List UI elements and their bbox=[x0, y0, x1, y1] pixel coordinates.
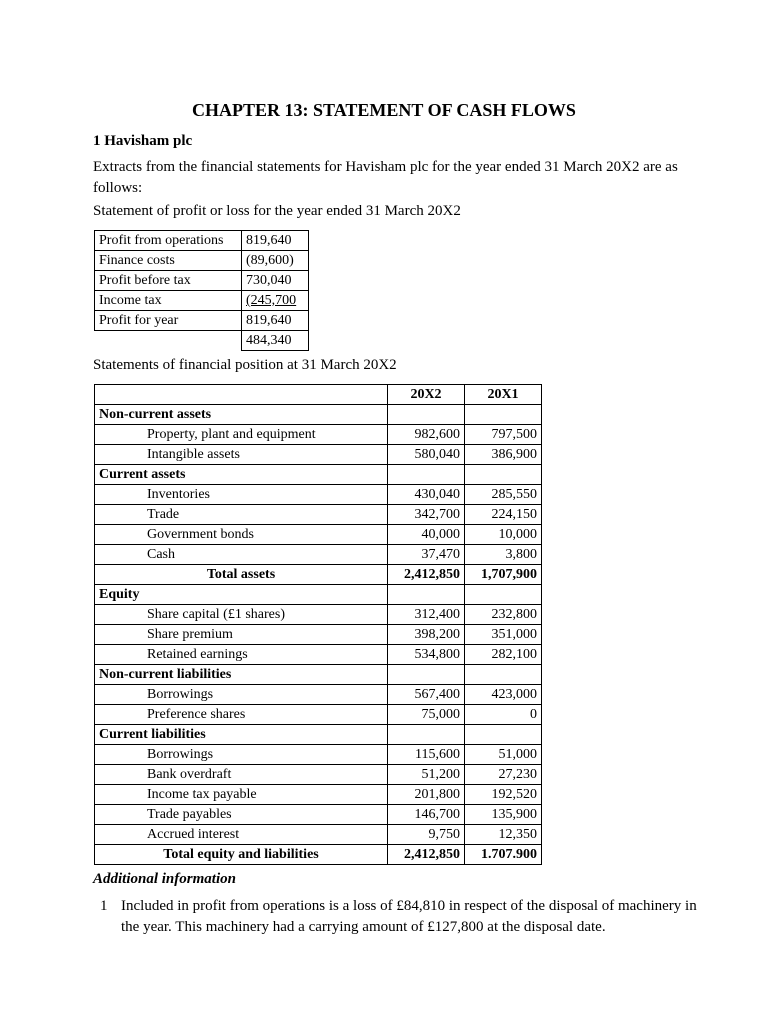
header-20x1: 20X1 bbox=[465, 385, 542, 405]
value-20x1 bbox=[465, 725, 542, 745]
table-row bbox=[95, 485, 542, 505]
value-20x2 bbox=[388, 405, 465, 425]
table-row bbox=[95, 445, 542, 465]
table-row bbox=[95, 725, 542, 745]
header-blank bbox=[95, 385, 388, 405]
row-label: Accrued interest bbox=[95, 825, 388, 845]
value-20x1: 12,350 bbox=[465, 825, 542, 845]
row-label: Cash bbox=[95, 545, 388, 565]
table-row bbox=[95, 291, 309, 311]
value-20x2: 201,800 bbox=[388, 785, 465, 805]
value-20x1: 351,000 bbox=[465, 625, 542, 645]
row-label: Non-current liabilities bbox=[95, 665, 388, 685]
page-title: CHAPTER 13: STATEMENT OF CASH FLOWS bbox=[192, 100, 576, 120]
value-20x1: 192,520 bbox=[465, 785, 542, 805]
financial-position-table bbox=[94, 384, 542, 865]
value-20x2: 342,700 bbox=[388, 505, 465, 525]
value-20x2: 40,000 bbox=[388, 525, 465, 545]
value-20x2: 146,700 bbox=[388, 805, 465, 825]
header-20x2: 20X2 bbox=[388, 385, 465, 405]
table-row bbox=[95, 271, 309, 291]
pl-caption: Statement of profit or loss for the year ended 31 March 20X2 bbox=[93, 203, 461, 219]
row-label: Intangible assets bbox=[95, 445, 388, 465]
table-row bbox=[95, 525, 542, 545]
row-label bbox=[95, 331, 242, 351]
table-row bbox=[95, 645, 542, 665]
row-label: Total assets bbox=[95, 565, 388, 585]
row-label: Current liabilities bbox=[95, 725, 388, 745]
row-label: Finance costs bbox=[95, 251, 242, 271]
value-20x2 bbox=[388, 465, 465, 485]
profit-or-loss-table bbox=[94, 230, 309, 351]
table-row bbox=[95, 425, 542, 445]
value-20x1 bbox=[465, 405, 542, 425]
value-20x2: 398,200 bbox=[388, 625, 465, 645]
table-row bbox=[95, 311, 309, 331]
row-label: Non-current assets bbox=[95, 405, 388, 425]
table-row bbox=[95, 405, 542, 425]
table-row bbox=[95, 565, 542, 585]
value-20x1: 423,000 bbox=[465, 685, 542, 705]
row-label: Trade bbox=[95, 505, 388, 525]
row-label: Income tax bbox=[95, 291, 242, 311]
value-20x2 bbox=[388, 725, 465, 745]
row-label: Preference shares bbox=[95, 705, 388, 725]
row-label: Total equity and liabilities bbox=[95, 845, 388, 865]
row-label: Inventories bbox=[95, 485, 388, 505]
value-20x1 bbox=[465, 665, 542, 685]
value-20x1: 27,230 bbox=[465, 765, 542, 785]
value-20x2: 580,040 bbox=[388, 445, 465, 465]
row-value: 819,640 bbox=[242, 311, 309, 331]
value-20x2: 51,200 bbox=[388, 765, 465, 785]
table-row bbox=[95, 465, 542, 485]
value-20x1: 232,800 bbox=[465, 605, 542, 625]
value-20x2: 2,412,850 bbox=[388, 845, 465, 865]
value-20x2: 75,000 bbox=[388, 705, 465, 725]
row-label: Government bonds bbox=[95, 525, 388, 545]
table-row bbox=[95, 605, 542, 625]
row-label: Borrowings bbox=[95, 745, 388, 765]
value-20x2: 9,750 bbox=[388, 825, 465, 845]
table-row bbox=[95, 765, 542, 785]
value-20x2: 430,040 bbox=[388, 485, 465, 505]
value-20x2: 534,800 bbox=[388, 645, 465, 665]
value-20x1: 135,900 bbox=[465, 805, 542, 825]
row-label: Trade payables bbox=[95, 805, 388, 825]
table-row bbox=[95, 625, 542, 645]
table-row bbox=[95, 251, 309, 271]
value-20x1: 51,000 bbox=[465, 745, 542, 765]
table-row bbox=[95, 685, 542, 705]
value-20x1 bbox=[465, 465, 542, 485]
value-20x2: 37,470 bbox=[388, 545, 465, 565]
value-20x1: 1,707,900 bbox=[465, 565, 542, 585]
row-label: Share capital (£1 shares) bbox=[95, 605, 388, 625]
value-20x2: 2,412,850 bbox=[388, 565, 465, 585]
row-label: Profit before tax bbox=[95, 271, 242, 291]
value-20x1: 224,150 bbox=[465, 505, 542, 525]
value-20x1: 386,900 bbox=[465, 445, 542, 465]
row-label: Current assets bbox=[95, 465, 388, 485]
value-20x1: 282,100 bbox=[465, 645, 542, 665]
row-label: Profit for year bbox=[95, 311, 242, 331]
sfp-caption: Statements of financial position at 31 March 20X2 bbox=[93, 357, 397, 373]
row-label: Borrowings bbox=[95, 685, 388, 705]
row-value: (245,700 bbox=[242, 291, 309, 311]
table-row bbox=[95, 845, 542, 865]
value-20x2: 312,400 bbox=[388, 605, 465, 625]
note-number: 1 bbox=[100, 898, 108, 914]
additional-info-heading: Additional information bbox=[93, 871, 236, 887]
value-20x2 bbox=[388, 585, 465, 605]
note-text: Included in profit from operations is a loss of £84,810 in respect of the disposal of machinery in the year. This machinery had a carrying amount of £127,800 at the disposal date. bbox=[121, 898, 697, 935]
row-label: Property, plant and equipment bbox=[95, 425, 388, 445]
row-label: Bank overdraft bbox=[95, 765, 388, 785]
table-row bbox=[95, 705, 542, 725]
value-20x1: 285,550 bbox=[465, 485, 542, 505]
row-label: Equity bbox=[95, 585, 388, 605]
value-20x1: 3,800 bbox=[465, 545, 542, 565]
table-row bbox=[95, 231, 309, 251]
row-label: Share premium bbox=[95, 625, 388, 645]
value-20x1: 0 bbox=[465, 705, 542, 725]
table-row bbox=[95, 665, 542, 685]
intro-paragraph: Extracts from the financial statements for Havisham plc for the year ended 31 March 20X2 are as follows: bbox=[93, 159, 678, 196]
table-row bbox=[95, 545, 542, 565]
row-label: Retained earnings bbox=[95, 645, 388, 665]
table-row bbox=[95, 745, 542, 765]
value-20x2 bbox=[388, 665, 465, 685]
value-20x1: 10,000 bbox=[465, 525, 542, 545]
value-20x2: 567,400 bbox=[388, 685, 465, 705]
value-20x2: 115,600 bbox=[388, 745, 465, 765]
section-heading: 1 Havisham plc bbox=[93, 133, 193, 149]
table-row bbox=[95, 785, 542, 805]
value-20x1 bbox=[465, 585, 542, 605]
row-value: 730,040 bbox=[242, 271, 309, 291]
table-row bbox=[95, 331, 309, 351]
value-20x1: 797,500 bbox=[465, 425, 542, 445]
row-label: Profit from operations bbox=[95, 231, 242, 251]
table-row bbox=[95, 585, 542, 605]
value-20x2: 982,600 bbox=[388, 425, 465, 445]
row-label: Income tax payable bbox=[95, 785, 388, 805]
value-20x1: 1.707.900 bbox=[465, 845, 542, 865]
table-row bbox=[95, 825, 542, 845]
table-row bbox=[95, 805, 542, 825]
row-value: 484,340 bbox=[242, 331, 309, 351]
row-value: 819,640 bbox=[242, 231, 309, 251]
header-row bbox=[95, 385, 542, 405]
table-row bbox=[95, 505, 542, 525]
row-value: (89,600) bbox=[242, 251, 309, 271]
